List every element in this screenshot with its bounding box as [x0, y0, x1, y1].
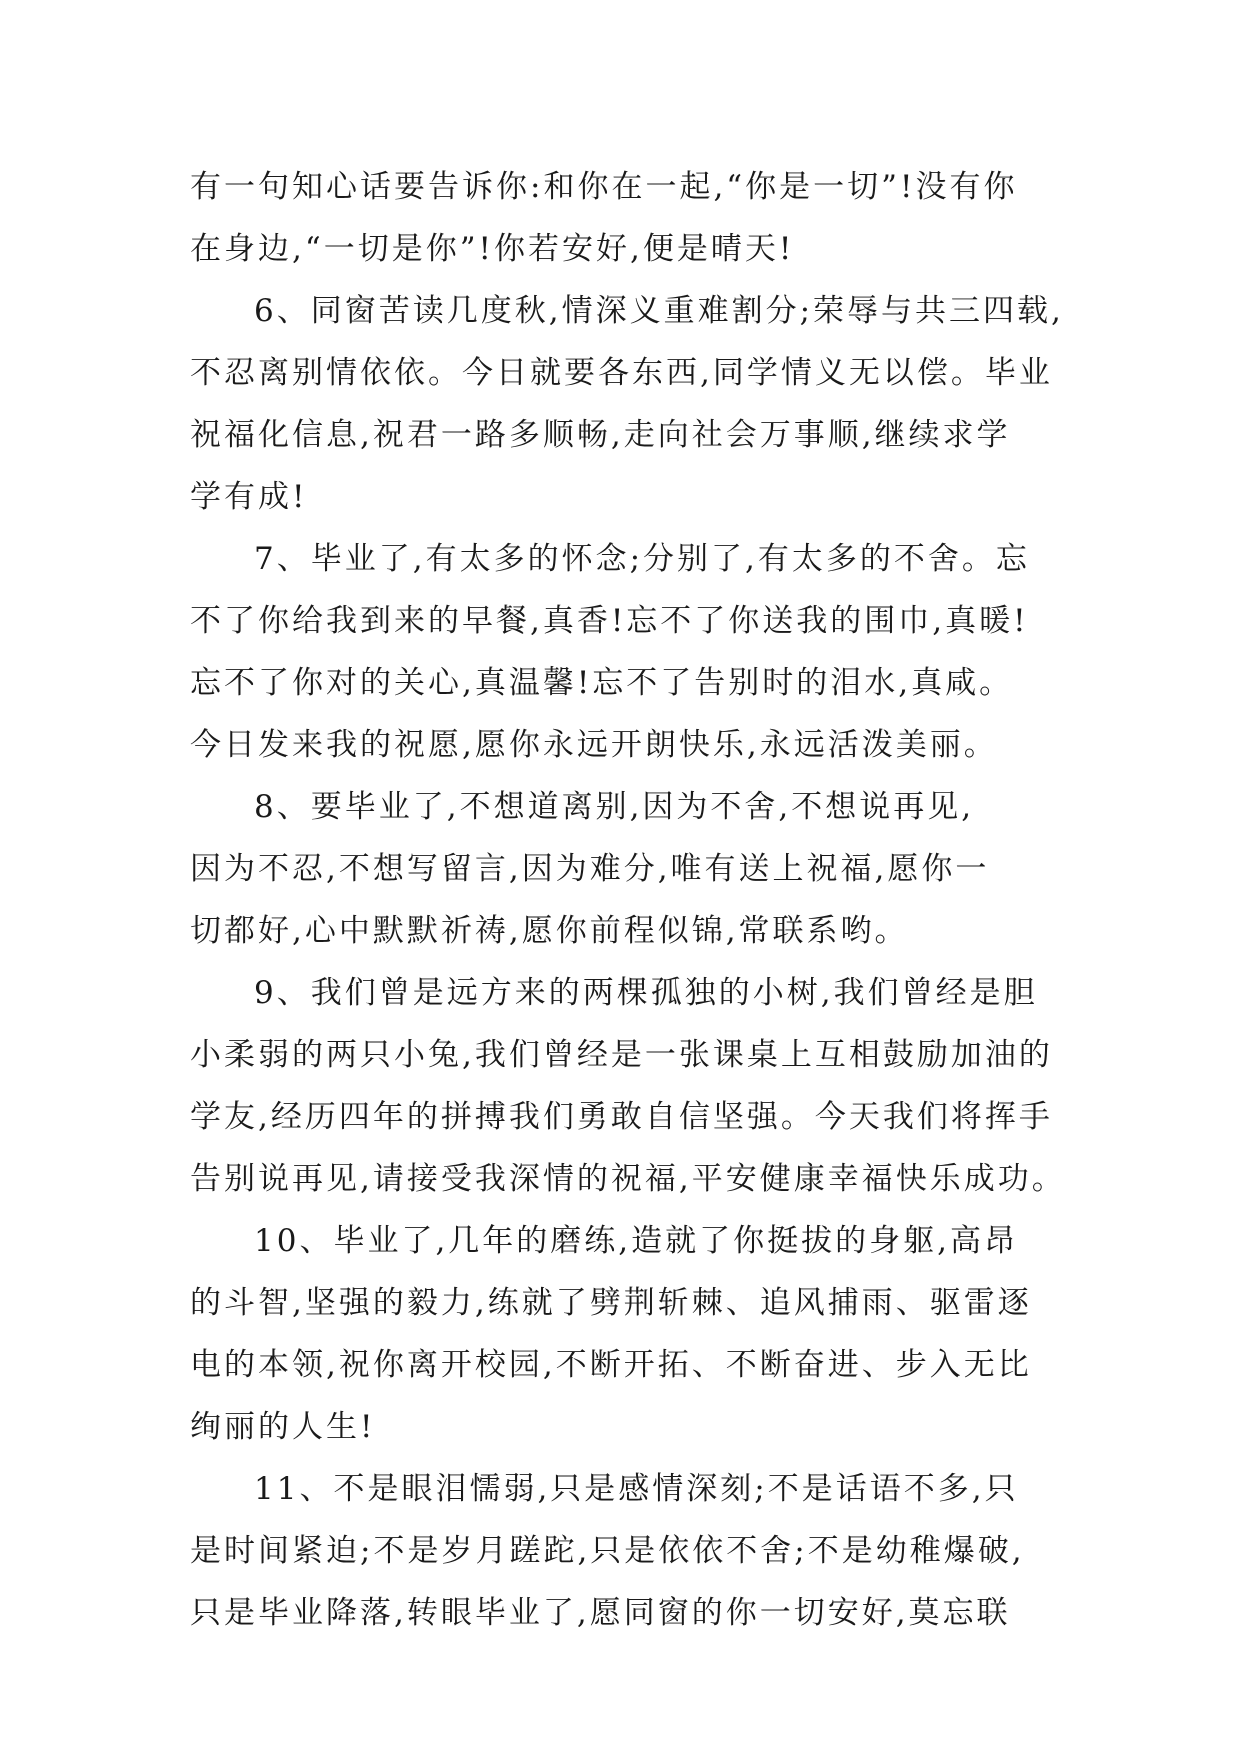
text-line: 学友,经历四年的拼搏我们勇敢自信坚强。今天我们将挥手: [190, 1099, 1053, 1135]
paragraph-7: [190, 528, 1070, 776]
text-line: 在身边,“一切是你”!你若安好,便是晴天!: [190, 231, 795, 267]
text-line: 只是毕业降落,转眼毕业了,愿同窗的你一切安好,莫忘联: [190, 1595, 1011, 1631]
text-line: 学有成!: [190, 479, 308, 515]
paragraph-11: [190, 1458, 1070, 1644]
text-line: 11、不是眼泪懦弱,只是感情深刻;不是话语不多,只: [254, 1471, 1019, 1507]
paragraph-continued: [190, 156, 1070, 280]
text-line: 忘不了你对的关心,真温馨!忘不了告别时的泪水,真咸。: [190, 665, 1014, 701]
paragraph-6: [190, 280, 1070, 528]
text-line: 告别说再见,请接受我深情的祝福,平安健康幸福快乐成功。: [190, 1161, 1066, 1197]
text-line: 8、要毕业了,不想道离别,因为不舍,不想说再见,: [254, 789, 975, 825]
text-line: 7、毕业了,有太多的怀念;分别了,有太多的不舍。忘: [254, 541, 1030, 577]
text-line: 有一句知心话要告诉你:和你在一起,“你是一切”!没有你: [190, 169, 1018, 205]
text-line: 电的本领,祝你离开校园,不断开拓、不断奋进、步入无比: [190, 1347, 1032, 1383]
text-line: 因为不忍,不想写留言,因为难分,唯有送上祝福,愿你一: [190, 851, 990, 887]
text-line: 不了你给我到来的早餐,真香!忘不了你送我的围巾,真暖!: [190, 603, 1029, 639]
text-line: 祝福化信息,祝君一路多顺畅,走向社会万事顺,继续求学: [190, 417, 1011, 453]
text-line: 6、同窗苦读几度秋,情深义重难割分;荣辱与共三四载,: [254, 293, 1064, 329]
text-line: 切都好,心中默默祈祷,愿你前程似锦,常联系哟。: [190, 913, 909, 949]
text-line: 10、毕业了,几年的磨练,造就了你挺拔的身躯,高昂: [254, 1223, 1019, 1259]
paragraph-9: [190, 962, 1070, 1210]
document-body: [190, 156, 1070, 1644]
text-line: 小柔弱的两只小兔,我们曾经是一张课桌上互相鼓励加油的: [190, 1037, 1053, 1073]
paragraph-8: [190, 776, 1070, 962]
text-line: 是时间紧迫;不是岁月蹉跎,只是依依不舍;不是幼稚爆破,: [190, 1533, 1025, 1569]
text-line: 9、我们曾是远方来的两棵孤独的小树,我们曾经是胆: [254, 975, 1038, 1011]
text-line: 绚丽的人生!: [190, 1409, 376, 1445]
paragraph-10: [190, 1210, 1070, 1458]
text-line: 今日发来我的祝愿,愿你永远开朗快乐,永远活泼美丽。: [190, 727, 998, 763]
text-line: 不忍离别情依依。今日就要各东西,同学情义无以偿。毕业: [190, 355, 1053, 391]
text-line: 的斗智,坚强的毅力,练就了劈荆斩棘、追风捕雨、驱雷逐: [190, 1285, 1032, 1321]
